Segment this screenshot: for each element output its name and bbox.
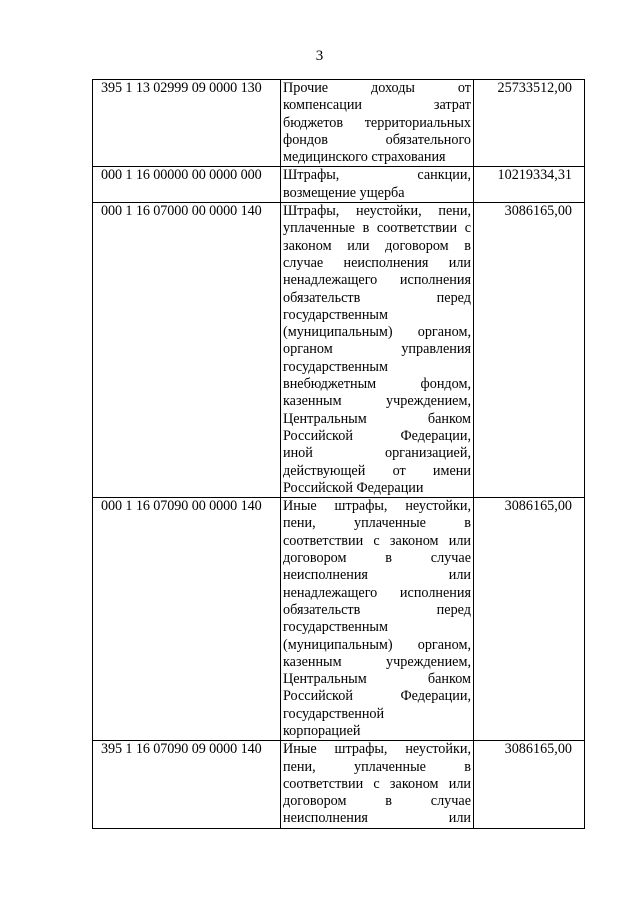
table-row — [93, 167, 585, 203]
amount-cell: 10219334,31 — [474, 167, 585, 203]
revenue-name-line: государственным — [283, 306, 388, 323]
revenue-name-line: обязательств перед — [283, 601, 471, 618]
revenue-name-line: Иные штрафы, неустойки, — [283, 498, 471, 515]
revenue-name-line: Российской Федерации, — [283, 688, 471, 705]
revenue-name-line: договором в случае — [283, 550, 471, 567]
page-number: 3 — [315, 48, 324, 64]
revenue-name-line: Центральным банком — [283, 410, 471, 427]
revenue-name-cell — [281, 498, 474, 741]
budget-code-cell: 395 1 13 02999 09 0000 130 — [93, 80, 281, 167]
revenue-name-cell — [281, 167, 474, 203]
table-row — [93, 203, 585, 498]
revenue-name-line: соответствии с законом или — [283, 532, 471, 549]
revenue-table-body — [93, 80, 585, 829]
revenue-name-line: государственной — [283, 705, 385, 722]
revenue-name-line: пени, уплаченные в — [283, 515, 471, 532]
revenue-name-line: (муниципальным) органом, — [283, 636, 471, 653]
revenue-name-line: внебюджетным фондом, — [283, 376, 471, 393]
revenue-name-line: уплаченные в соответствии с — [283, 220, 471, 237]
revenue-name-line: (муниципальным) органом, — [283, 324, 471, 341]
revenue-name-line: возмещение ущерба — [283, 184, 405, 201]
revenue-name-line: Центральным банком — [283, 671, 471, 688]
revenue-name-line: государственным — [283, 619, 388, 636]
budget-code-cell: 000 1 16 00000 00 0000 000 — [93, 167, 281, 203]
revenue-name-line: пени, уплаченные в — [283, 758, 471, 775]
table-row — [93, 741, 585, 828]
revenue-name-line: фондов обязательного — [283, 131, 471, 148]
amount-cell: 3086165,00 — [474, 741, 585, 828]
revenue-name-cell — [281, 80, 474, 167]
table-row — [93, 498, 585, 741]
budget-code-cell: 395 1 16 07090 09 0000 140 — [93, 741, 281, 828]
revenue-name-line: Иные штрафы, неустойки, — [283, 741, 471, 758]
amount-cell: 3086165,00 — [474, 498, 585, 741]
revenue-name-line: государственным — [283, 358, 388, 375]
revenue-table — [92, 79, 585, 829]
revenue-name-line: случае неисполнения или — [283, 254, 471, 271]
table-row — [93, 80, 585, 167]
revenue-name-line: действующей от имени — [283, 462, 471, 479]
amount-cell: 3086165,00 — [474, 203, 585, 498]
amount-cell: 25733512,00 — [474, 80, 585, 167]
revenue-name-line: корпорацией — [283, 722, 361, 739]
revenue-name-line: неисполнения или — [283, 810, 471, 827]
budget-code-cell: 000 1 16 07090 00 0000 140 — [93, 498, 281, 741]
revenue-name-line: органом управления — [283, 341, 471, 358]
revenue-name-line: Российской Федерации, — [283, 427, 471, 444]
revenue-name-line: обязательств перед — [283, 289, 471, 306]
revenue-name-cell — [281, 741, 474, 828]
revenue-name-line: соответствии с законом или — [283, 775, 471, 792]
budget-code-cell: 000 1 16 07000 00 0000 140 — [93, 203, 281, 498]
revenue-name-line: законом или договором в — [283, 237, 471, 254]
revenue-name-line: иной организацией, — [283, 445, 471, 462]
revenue-name-line: Российской Федерации — [283, 479, 424, 496]
revenue-name-line: неисполнения или — [283, 567, 471, 584]
revenue-name-line: Прочие доходы от — [283, 80, 471, 96]
revenue-name-line: медицинского страхования — [283, 149, 446, 166]
revenue-name-line: казенным учреждением, — [283, 653, 471, 670]
revenue-name-line: компенсации затрат — [283, 97, 471, 114]
revenue-name-line: ненадлежащего исполнения — [283, 272, 471, 289]
revenue-name-line: бюджетов территориальных — [283, 114, 471, 131]
revenue-name-line: Штрафы, неустойки, пени, — [283, 203, 471, 220]
revenue-name-line: ненадлежащего исполнения — [283, 584, 471, 601]
revenue-name-cell — [281, 203, 474, 498]
revenue-name-line: казенным учреждением, — [283, 393, 471, 410]
revenue-name-line: Штрафы, санкции, — [283, 167, 471, 184]
revenue-name-line: договором в случае — [283, 793, 471, 810]
